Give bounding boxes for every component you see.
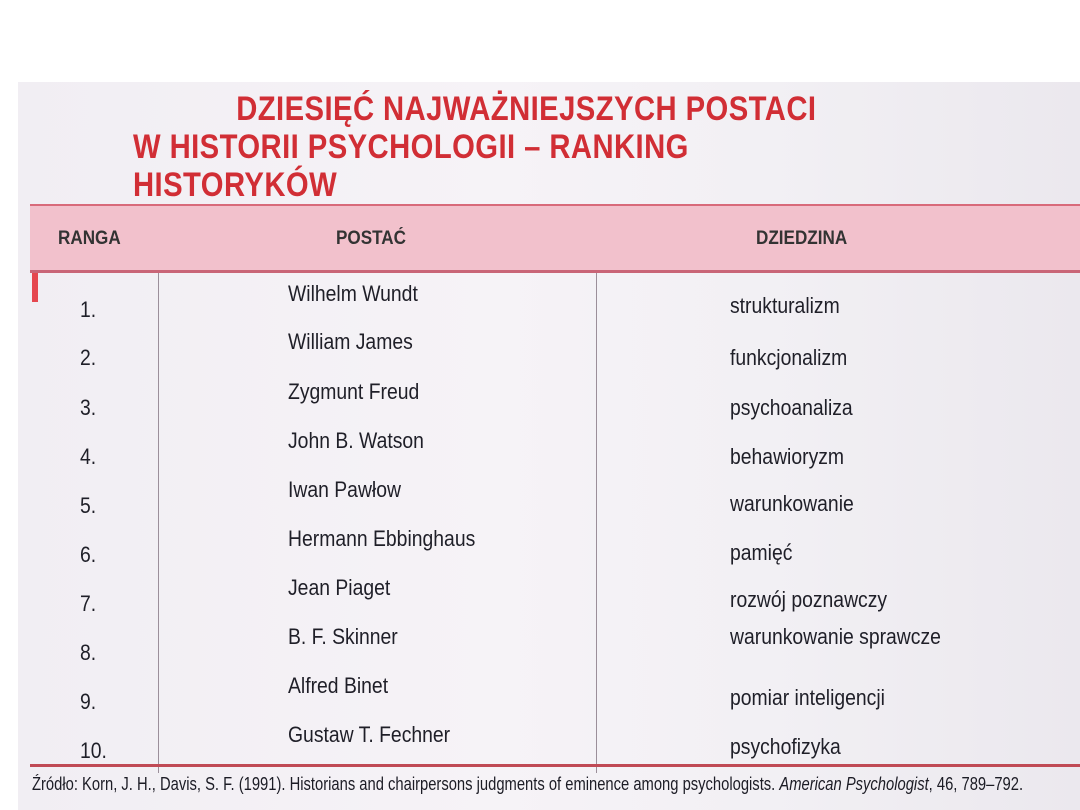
cell-person: Gustaw T. Fechner: [288, 722, 451, 747]
cell-field: psychofizyka: [730, 734, 841, 759]
header-rank: RANGA: [58, 228, 121, 249]
cell-person: B. F. Skinner: [288, 624, 398, 649]
cell-rank: 10.: [80, 738, 107, 763]
cell-field: pomiar inteligencji: [730, 685, 885, 710]
table-bottom-rule: [30, 764, 1080, 767]
table-header: [30, 204, 1080, 273]
title-line-1: DZIESIĘĆ NAJWAŻNIEJSZYCH POSTACI: [236, 90, 817, 128]
cell-rank: 8.: [80, 640, 97, 665]
cell-rank: 2.: [80, 345, 97, 370]
table-row: [30, 428, 1080, 477]
cell-field: warunkowanie: [730, 491, 854, 516]
source-tail: , 46, 789–792.: [928, 774, 1024, 794]
cell-rank: 1.: [80, 297, 97, 322]
scanned-page: [18, 82, 1080, 810]
header-field: DZIEDZINA: [756, 228, 848, 249]
cell-person: Hermann Ebbinghaus: [288, 526, 476, 551]
cell-rank: 5.: [80, 493, 97, 518]
table-row: [30, 329, 1080, 378]
table-row: [30, 281, 1080, 330]
table-row: [30, 379, 1080, 428]
cell-field: warunkowanie sprawcze: [730, 624, 941, 649]
cell-rank: 4.: [80, 444, 97, 469]
table-row: [30, 477, 1080, 526]
cell-rank: 7.: [80, 591, 97, 616]
source-journal: American Psychologist: [779, 774, 929, 794]
header-person: POSTAĆ: [336, 228, 406, 249]
source-label: Źródło:: [32, 774, 78, 794]
table-body: [30, 273, 1080, 787]
ranking-table: [30, 204, 1080, 787]
table-row: [30, 624, 1080, 673]
table-row: [30, 526, 1080, 575]
title-line-2: W HISTORII PSYCHOLOGII – RANKING HISTORYKÓW: [133, 128, 689, 204]
page-title: [133, 90, 873, 204]
cell-field: psychoanaliza: [730, 395, 853, 420]
cell-field: behawioryzm: [730, 444, 845, 469]
cell-field: funkcjonalizm: [730, 345, 848, 370]
cell-field: strukturalizm: [730, 293, 840, 318]
table-row: [30, 673, 1080, 722]
cell-field: rozwój poznawczy: [730, 587, 888, 612]
cell-person: William James: [288, 329, 413, 354]
cell-person: Jean Piaget: [288, 575, 391, 600]
cell-person: Alfred Binet: [288, 673, 389, 698]
source-text: Korn, J. H., Davis, S. F. (1991). Historians and chairpersons judgments of eminence among psychologists.: [77, 774, 780, 794]
cell-person: Zygmunt Freud: [288, 379, 420, 404]
cell-rank: 3.: [80, 395, 97, 420]
cell-rank: 9.: [80, 689, 97, 714]
table-row: [30, 575, 1080, 624]
source-citation: [32, 774, 1023, 795]
cell-rank: 6.: [80, 542, 97, 567]
cell-person: Iwan Pawłow: [288, 477, 401, 502]
cell-person: Wilhelm Wundt: [288, 281, 418, 306]
cell-person: John B. Watson: [288, 428, 424, 453]
cell-field: pamięć: [730, 540, 793, 565]
